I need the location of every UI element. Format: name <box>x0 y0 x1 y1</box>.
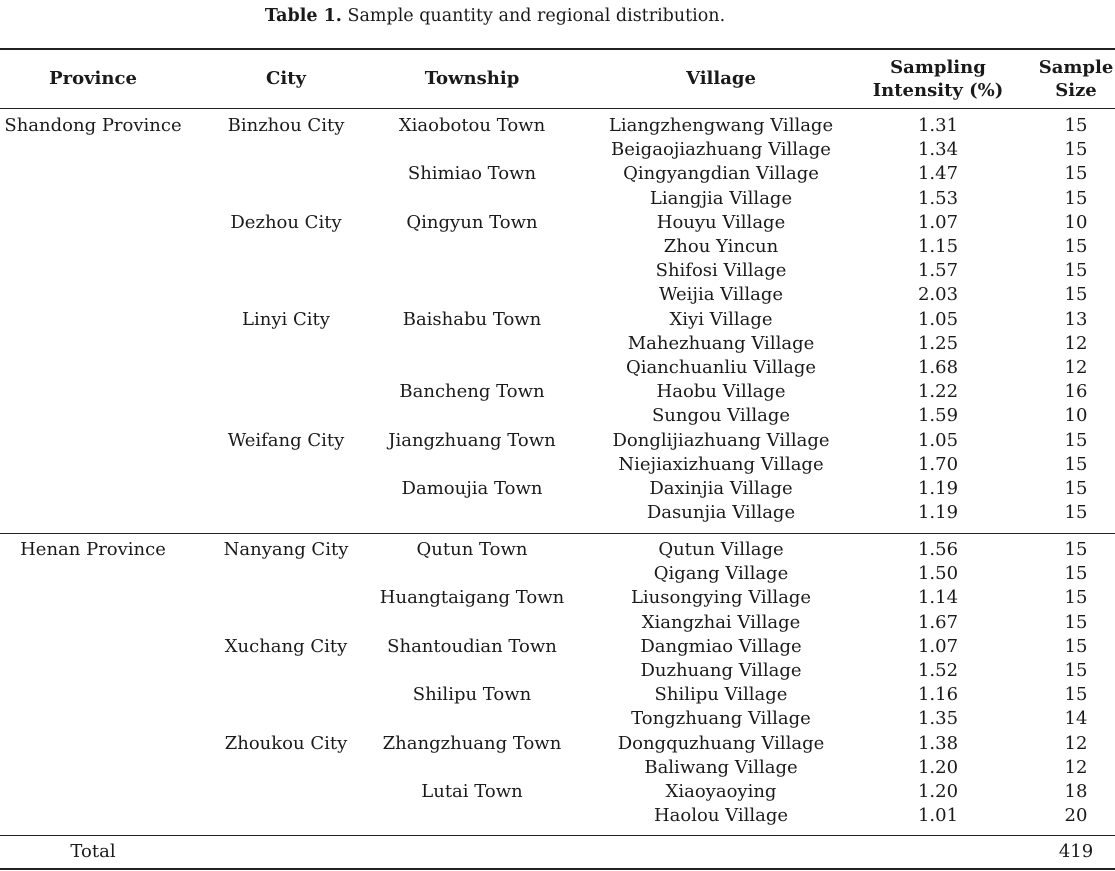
header-township: Township <box>424 68 520 89</box>
table-caption-text: Sample quantity and regional distribution. <box>347 6 726 26</box>
cell-village: Shifosi Village <box>655 260 787 282</box>
cell-city: Xuchang City <box>224 635 348 657</box>
cell-village: Duzhuang Village <box>640 660 802 681</box>
cell-city: Linyi City <box>242 308 330 330</box>
cell-village: Xiyi Village <box>669 308 773 330</box>
cell-village: Weijia Village <box>658 284 784 306</box>
header-sampling-intensity-line1: Sampling <box>890 57 986 78</box>
cell-intensity: 1.05 <box>917 308 959 330</box>
cell-intensity: 1.52 <box>917 660 959 681</box>
cell-village: Liusongying Village <box>630 587 812 609</box>
cell-intensity: 1.15 <box>917 236 959 257</box>
cell-intensity: 1.01 <box>917 805 959 827</box>
cell-intensity: 1.67 <box>917 611 959 633</box>
header-sampling-intensity-line2: Intensity (%) <box>872 80 1004 101</box>
cell-size: 15 <box>1064 236 1088 257</box>
cell-intensity: 1.16 <box>917 684 959 706</box>
cell-city: Nanyang City <box>223 539 349 560</box>
cell-village: Niejiaxizhuang Village <box>618 453 824 475</box>
cell-size: 15 <box>1064 684 1088 706</box>
cell-size: 15 <box>1064 115 1088 136</box>
cell-village: Zhou Yincun <box>663 236 779 257</box>
cell-village: Dasunjia Village <box>646 502 796 524</box>
cell-intensity: 1.05 <box>917 429 959 451</box>
header-rule <box>0 108 1115 109</box>
cell-village: Liangjia Village <box>649 187 793 209</box>
cell-size: 18 <box>1064 781 1088 802</box>
cell-intensity: 1.50 <box>917 563 959 585</box>
cell-province: Henan Province <box>20 539 166 560</box>
cell-township: Qutun Town <box>416 539 528 560</box>
total-rule <box>0 835 1115 836</box>
cell-village: Dongquzhuang Village <box>617 732 825 754</box>
bottom-rule <box>0 868 1115 870</box>
cell-village: Xiaoyaoying <box>665 781 777 802</box>
cell-size: 14 <box>1064 708 1088 730</box>
cell-intensity: 1.19 <box>917 478 959 499</box>
cell-size: 12 <box>1064 357 1088 378</box>
cell-village: Xiangzhai Village <box>641 611 801 633</box>
cell-intensity: 1.20 <box>917 756 959 778</box>
cell-intensity: 1.56 <box>917 539 959 560</box>
cell-size: 15 <box>1064 139 1088 161</box>
cell-size: 15 <box>1064 453 1088 475</box>
cell-village: Qingyangdian Village <box>623 163 819 185</box>
header-sample-size <box>1026 56 1115 102</box>
table-caption <box>0 6 990 26</box>
cell-intensity: 1.70 <box>917 453 959 475</box>
cell-intensity: 1.35 <box>917 708 959 730</box>
cell-province: Shandong Province <box>4 115 182 136</box>
header-city: City <box>266 68 306 89</box>
cell-village: Qutun Village <box>658 539 784 560</box>
cell-village: Qigang Village <box>653 563 789 585</box>
cell-intensity: 1.53 <box>917 187 959 209</box>
header-province: Province <box>49 68 137 89</box>
cell-size: 15 <box>1064 635 1088 657</box>
cell-intensity: 1.20 <box>917 781 959 802</box>
cell-size: 16 <box>1064 381 1088 403</box>
cell-village: Haobu Village <box>656 381 786 403</box>
cell-township: Shimiao Town <box>407 163 537 185</box>
cell-township: Lutai Town <box>421 781 523 802</box>
cell-village: Qianchuanliu Village <box>625 357 817 378</box>
cell-size: 12 <box>1064 332 1088 354</box>
cell-intensity: 1.68 <box>917 357 959 378</box>
cell-village: Shilipu Village <box>654 684 788 706</box>
total-size: 419 <box>1058 841 1094 862</box>
cell-intensity: 2.03 <box>917 284 959 306</box>
cell-township: Bancheng Town <box>399 381 545 403</box>
header-sampling-intensity <box>870 56 1006 102</box>
cell-size: 12 <box>1064 732 1088 754</box>
cell-village: Dangmiao Village <box>640 635 802 657</box>
cell-village: Beigaojiazhuang Village <box>611 139 831 161</box>
cell-size: 10 <box>1064 405 1088 427</box>
cell-size: 13 <box>1064 308 1088 330</box>
cell-village: Baliwang Village <box>644 756 798 778</box>
cell-township: Shilipu Town <box>412 684 532 706</box>
cell-intensity: 1.34 <box>917 139 959 161</box>
cell-township: Zhangzhuang Town <box>382 732 562 754</box>
cell-size: 20 <box>1064 805 1088 827</box>
cell-intensity: 1.19 <box>917 502 959 524</box>
cell-township: Jiangzhuang Town <box>388 429 556 451</box>
cell-size: 15 <box>1064 660 1088 681</box>
cell-village: Sungou Village <box>651 405 791 427</box>
cell-size: 15 <box>1064 187 1088 209</box>
cell-intensity: 1.59 <box>917 405 959 427</box>
cell-size: 10 <box>1064 211 1088 233</box>
cell-township: Damoujia Town <box>401 478 543 499</box>
cell-size: 15 <box>1064 539 1088 560</box>
cell-village: Haolou Village <box>653 805 789 827</box>
cell-intensity: 1.31 <box>917 115 959 136</box>
cell-intensity: 1.25 <box>917 332 959 354</box>
cell-size: 12 <box>1064 756 1088 778</box>
cell-intensity: 1.07 <box>917 635 959 657</box>
cell-intensity: 1.22 <box>917 381 959 403</box>
cell-size: 15 <box>1064 563 1088 585</box>
header-sample-size-line2: Size <box>1055 80 1097 101</box>
province-separator-rule <box>0 533 1115 534</box>
cell-village: Tongzhuang Village <box>631 708 811 730</box>
cell-intensity: 1.38 <box>917 732 959 754</box>
cell-township: Baishabu Town <box>402 308 542 330</box>
cell-size: 15 <box>1064 260 1088 282</box>
cell-village: Donglijiazhuang Village <box>612 429 830 451</box>
top-rule <box>0 48 1115 50</box>
table-caption-label: Table 1. <box>264 6 342 26</box>
cell-size: 15 <box>1064 502 1088 524</box>
cell-township: Huangtaigang Town <box>379 587 565 609</box>
cell-village: Houyu Village <box>656 211 786 233</box>
cell-village: Liangzhengwang Village <box>608 115 834 136</box>
cell-size: 15 <box>1064 429 1088 451</box>
cell-intensity: 1.57 <box>917 260 959 282</box>
cell-township: Shantoudian Town <box>387 635 557 657</box>
cell-village: Daxinjia Village <box>649 478 793 499</box>
cell-intensity: 1.47 <box>917 163 959 185</box>
cell-city: Zhoukou City <box>224 732 348 754</box>
cell-intensity: 1.14 <box>917 587 959 609</box>
cell-township: Qingyun Town <box>406 211 538 233</box>
cell-township: Xiaobotou Town <box>398 115 546 136</box>
cell-village: Mahezhuang Village <box>627 332 815 354</box>
cell-size: 15 <box>1064 478 1088 499</box>
cell-size: 15 <box>1064 284 1088 306</box>
cell-city: Binzhou City <box>227 115 345 136</box>
cell-size: 15 <box>1064 163 1088 185</box>
header-sample-size-line1: Sample <box>1038 57 1114 78</box>
cell-size: 15 <box>1064 587 1088 609</box>
cell-city: Weifang City <box>227 429 345 451</box>
cell-size: 15 <box>1064 611 1088 633</box>
cell-intensity: 1.07 <box>917 211 959 233</box>
cell-city: Dezhou City <box>230 211 342 233</box>
total-label: Total <box>70 841 116 862</box>
header-village: Village <box>686 68 756 89</box>
